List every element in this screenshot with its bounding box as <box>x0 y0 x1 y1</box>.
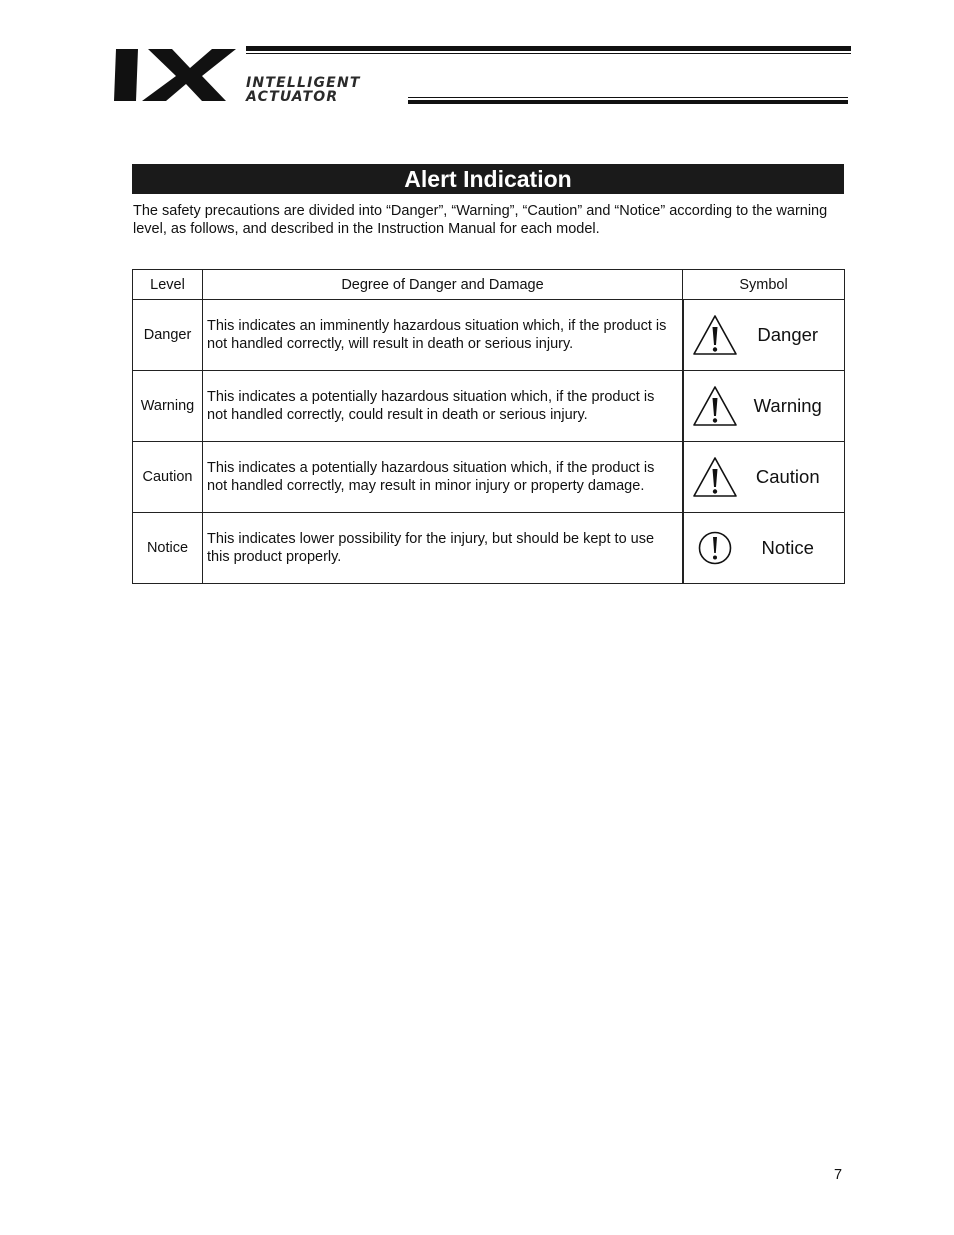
table-header-row <box>133 270 845 300</box>
table-row-caution <box>133 442 845 513</box>
logo-text-actuator: ACTUATOR <box>246 89 339 105</box>
intro-paragraph: The safety precautions are divided into “Danger”, “Warning”, “Caution” and “Notice” according to the warning level, as follows, and described in the Instruction Manual for each model. <box>133 203 828 237</box>
symbol-cell <box>683 371 845 442</box>
column-header-symbol: Symbol <box>683 270 845 300</box>
description-cell: This indicates an imminently hazardous situation which, if the product is not handled correctly, will result in death or serious injury. <box>203 300 683 371</box>
symbol-cell <box>683 300 845 371</box>
level-cell: Caution <box>133 442 203 513</box>
symbol-label: Danger <box>757 324 819 345</box>
symbol-cell <box>683 442 845 513</box>
level-cell: Notice <box>133 513 203 584</box>
symbol-label: Notice <box>761 537 814 558</box>
symbol-label: Caution <box>755 466 820 487</box>
exclamation-circle-icon <box>692 527 738 569</box>
description-cell: This indicates lower possibility for the injury, but should be kept to use this product properly. <box>203 513 683 584</box>
table-row-danger <box>133 300 845 371</box>
description-cell: This indicates a potentially hazardous situation which, if the product is not handled correctly, could result in death or serious injury. <box>203 371 683 442</box>
column-header-level: Level <box>133 270 203 300</box>
header-rule-top <box>246 46 851 54</box>
page-title: Alert Indication <box>132 164 844 194</box>
symbol-label: Warning <box>753 395 822 416</box>
warning-triangle-icon <box>692 456 738 498</box>
header-rule-bottom <box>408 97 848 104</box>
table-row-warning <box>133 371 845 442</box>
alert-level-table <box>132 269 845 584</box>
ix-logo-mark <box>114 44 238 106</box>
page-number: 7 <box>834 1167 843 1183</box>
warning-triangle-icon <box>692 314 738 356</box>
level-cell: Warning <box>133 371 203 442</box>
column-header-degree: Degree of Danger and Damage <box>203 270 683 300</box>
level-cell: Danger <box>133 300 203 371</box>
symbol-cell <box>683 513 845 584</box>
description-cell: This indicates a potentially hazardous situation which, if the product is not handled correctly, may result in minor injury or property damage. <box>203 442 683 513</box>
table-row-notice <box>133 513 845 584</box>
logo-text-intelligent: INTELLIGENT <box>246 75 361 91</box>
warning-triangle-icon <box>692 385 738 427</box>
